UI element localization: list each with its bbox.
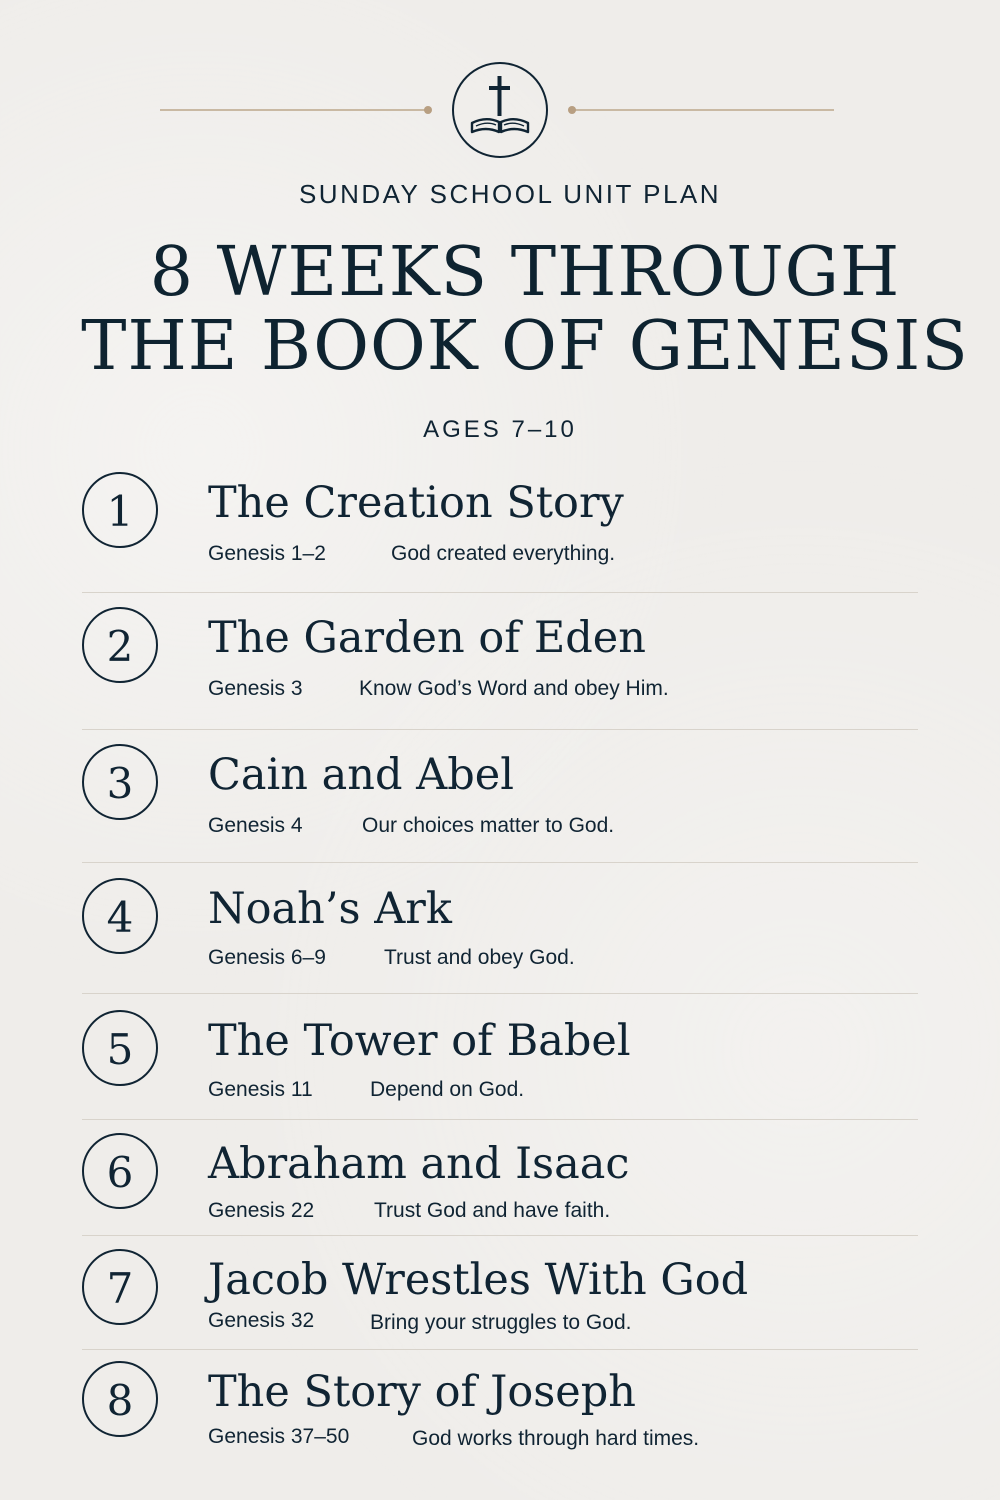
lesson-item-1 xyxy=(82,470,918,590)
lesson-title: The Creation Story xyxy=(208,478,624,528)
lesson-item-2 xyxy=(82,605,918,725)
lesson-number-badge: 8 xyxy=(82,1361,158,1437)
lesson-item-6 xyxy=(82,1131,918,1236)
cross-bible-icon xyxy=(451,61,549,159)
lesson-divider xyxy=(82,729,918,730)
lesson-reference: Genesis 32 xyxy=(208,1309,315,1332)
lesson-item-4 xyxy=(82,876,918,991)
lesson-reference: Genesis 11 xyxy=(208,1078,313,1101)
lesson-reference: Genesis 37–50 xyxy=(208,1425,350,1448)
lesson-reference: Genesis 4 xyxy=(208,814,303,837)
lesson-item-7 xyxy=(82,1247,918,1347)
header-rule-dot-left xyxy=(424,106,432,114)
lesson-title: Noah’s Ark xyxy=(208,884,452,934)
header-rule-right xyxy=(574,109,834,111)
lesson-title: Abraham and Isaac xyxy=(208,1139,630,1189)
lesson-summary: God works through hard times. xyxy=(412,1427,700,1450)
lesson-divider xyxy=(82,592,918,593)
lesson-title: The Garden of Eden xyxy=(208,613,646,663)
lesson-reference: Genesis 1–2 xyxy=(208,542,326,565)
lesson-divider xyxy=(82,1349,918,1350)
lesson-number-badge: 4 xyxy=(82,878,158,954)
title-line-1: 8 WEEKS THROUGH xyxy=(149,233,901,312)
header-rule-left xyxy=(160,109,426,111)
lesson-reference: Genesis 22 xyxy=(208,1199,315,1222)
lesson-summary: Depend on God. xyxy=(370,1078,525,1101)
lesson-reference: Genesis 6–9 xyxy=(208,946,326,969)
lesson-summary: Trust God and have faith. xyxy=(374,1199,611,1222)
lesson-number-badge: 3 xyxy=(82,744,158,820)
lesson-reference: Genesis 3 xyxy=(208,677,303,700)
lesson-number-badge: 7 xyxy=(82,1249,158,1325)
header-rule-dot-right xyxy=(568,106,576,114)
lesson-number-badge: 1 xyxy=(82,472,158,548)
page-title xyxy=(0,233,1000,386)
lesson-number-badge: 6 xyxy=(82,1133,158,1209)
lesson-divider xyxy=(82,1119,918,1120)
lesson-divider xyxy=(82,993,918,994)
lesson-number-badge: 2 xyxy=(82,607,158,683)
lesson-item-5 xyxy=(82,1008,918,1118)
unit-plan-subtitle: SUNDAY SCHOOL UNIT PLAN xyxy=(298,179,722,209)
lesson-divider xyxy=(82,1235,918,1236)
lesson-summary: Bring your struggles to God. xyxy=(370,1311,632,1334)
lesson-title: Cain and Abel xyxy=(208,750,514,800)
lesson-item-3 xyxy=(82,742,918,862)
lesson-divider xyxy=(82,862,918,863)
age-range: AGES 7–10 xyxy=(423,416,577,443)
title-line-2: THE BOOK OF GENESIS xyxy=(81,307,969,386)
lesson-summary: Trust and obey God. xyxy=(384,946,575,969)
lesson-number-badge: 5 xyxy=(82,1010,158,1086)
lesson-summary: Know God’s Word and obey Him. xyxy=(359,677,669,700)
lesson-title: The Tower of Babel xyxy=(208,1016,631,1066)
lesson-title: The Story of Joseph xyxy=(208,1367,636,1417)
lesson-summary: Our choices matter to God. xyxy=(362,814,615,837)
lesson-item-8 xyxy=(82,1359,918,1469)
lesson-summary: God created everything. xyxy=(391,542,616,565)
lesson-title: Jacob Wrestles With God xyxy=(208,1255,749,1305)
